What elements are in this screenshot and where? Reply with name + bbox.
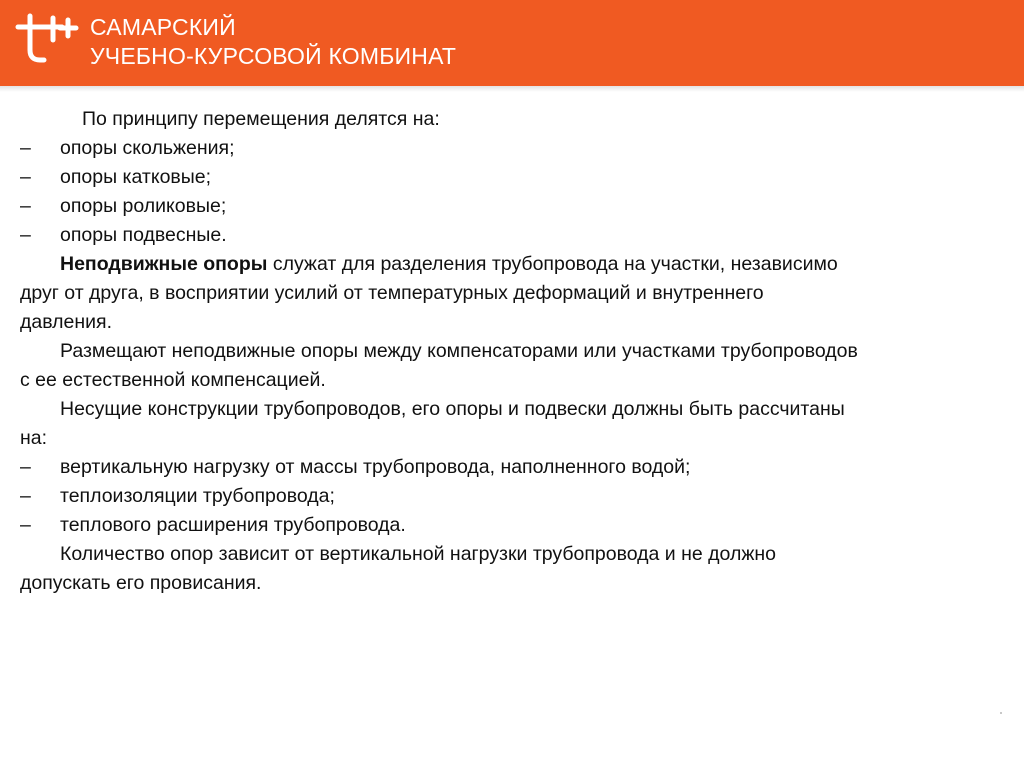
list-item-text: теплового расширения трубопровода. — [60, 514, 406, 536]
list-item — [20, 221, 1000, 250]
list-item-text: опоры подвесные. — [60, 224, 227, 246]
dash-bullet: – — [20, 456, 31, 478]
list-item-text: опоры скольжения; — [60, 137, 235, 159]
list-item — [20, 511, 1000, 540]
slide-body — [20, 105, 1000, 598]
fixed-supports-term: Неподвижные опоры — [60, 253, 268, 275]
header-shadow — [0, 86, 1024, 92]
logo-icon — [14, 12, 80, 66]
dash-bullet: – — [20, 166, 31, 188]
dash-bullet: – — [20, 224, 31, 246]
structures-line-1: Несущие конструкции трубопроводов, его опоры и подвески должны быть рассчитаны — [60, 398, 845, 420]
fixed-supports-line-3: давления. — [20, 311, 112, 333]
list-item — [20, 163, 1000, 192]
placement-line-2: с ее естественной компенсацией. — [20, 369, 326, 391]
list-item — [20, 453, 1000, 482]
quantity-line-1: Количество опор зависит от вертикальной нагрузки трубопровода и не должно — [60, 543, 776, 565]
dash-bullet: – — [20, 137, 31, 159]
brand-line-1: САМАРСКИЙ — [90, 14, 236, 40]
dash-bullet: – — [20, 485, 31, 507]
quantity-line-2: допускать его провисания. — [20, 572, 262, 594]
list-item — [20, 482, 1000, 511]
list-item-text: опоры катковые; — [60, 166, 212, 188]
list-item — [20, 134, 1000, 163]
list-item-text: вертикальную нагрузку от массы трубопровода, наполненного водой; — [60, 456, 691, 478]
dash-bullet: – — [20, 514, 31, 536]
dash-bullet: – — [20, 195, 31, 217]
structures-line-2: на: — [20, 427, 48, 449]
fixed-supports-paragraph-line — [20, 250, 1000, 279]
intro-text: По принципу перемещения делятся на: — [82, 108, 440, 130]
header-bar — [0, 0, 1024, 86]
list-item — [20, 192, 1000, 221]
decorative-dot — [1000, 712, 1002, 714]
fixed-supports-text: служат для разделения трубопровода на участки, независимо — [267, 253, 838, 275]
brand-name — [90, 13, 456, 71]
list-item-text: теплоизоляции трубопровода; — [60, 485, 335, 507]
list-item-text: опоры роликовые; — [60, 195, 227, 217]
brand-line-2: УЧЕБНО-КУРСОВОЙ КОМБИНАТ — [90, 43, 457, 69]
fixed-supports-line-2: друг от друга, в восприятии усилий от температурных деформаций и внутреннего — [20, 282, 764, 304]
placement-line-1: Размещают неподвижные опоры между компенсаторами или участками трубопроводов — [60, 340, 858, 362]
